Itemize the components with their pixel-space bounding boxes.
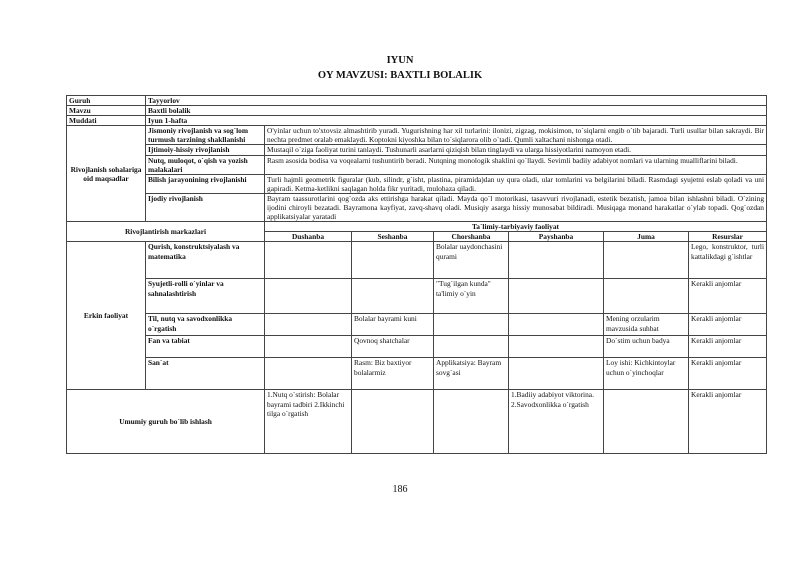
activity-cell: 1.Badiiy adabiyot viktorina. 2.Savodxonlikka o`rgatish: [509, 390, 604, 454]
group-work-row: [67, 390, 767, 454]
group-work-label: Umumiy guruh bo`lib ishlash: [67, 390, 265, 454]
info-row: [67, 116, 767, 126]
info-value: Iyun 1-hafta: [146, 116, 767, 126]
activity-cell: [265, 242, 352, 279]
area-name: Nutq, muloqot, o`qish va yozish malakalari: [146, 155, 265, 174]
page-number: 186: [392, 484, 408, 495]
activity-cell: [604, 390, 689, 454]
activity-cell: [434, 336, 509, 358]
development-row: [67, 145, 767, 155]
activity-cell: [434, 314, 509, 336]
activity-cell: [509, 279, 604, 314]
resource-cell: Kerakli anjomlar: [689, 336, 767, 358]
centers-label: Rivojlantirish markazlari: [67, 222, 265, 242]
activity-cell: Bolalar bayrami kuni: [352, 314, 434, 336]
center-row: [67, 358, 767, 390]
resource-cell: Kerakli anjomlar: [689, 358, 767, 390]
development-row: [67, 193, 767, 221]
resources-header: Resurslar: [689, 232, 767, 242]
activity-cell: [352, 242, 434, 279]
activity-cell: [604, 279, 689, 314]
center-name: Til, nutq va savodxonlikka o`rgatish: [146, 314, 265, 336]
activity-cell: "Tug`ilgan kunda" ta'limiy o`yin: [434, 279, 509, 314]
theme-title: OY MAVZUSI: BAXTLI BOLALIK: [317, 70, 483, 81]
area-text: Rasm asosida bodisa va voqealarni tushuntirib beradi. Nutqning monologik shaklini qo`llaydi. Sevimli badiiy adabiyot nomlari va ularning mualliflarini biladi.: [265, 155, 767, 174]
plan-table: [66, 95, 767, 454]
resource-cell: Lego, konstruktor, turli kattalikdagi g`ishtlar: [689, 242, 767, 279]
activity-cell: [265, 314, 352, 336]
activity-cell: [352, 390, 434, 454]
activity-cell: Mening orzularim mavzusida suhbat: [604, 314, 689, 336]
info-value: Baxtli bolalik: [146, 106, 767, 116]
area-name: Bilish jarayonining rivojlanishi: [146, 174, 265, 193]
activity-cell: [434, 390, 509, 454]
day-header: Seshanba: [352, 232, 434, 242]
info-label: Mavzu: [67, 106, 146, 116]
activity-cell: Do`stim uchun badya: [604, 336, 689, 358]
area-name: Ijodiy rivojlanish: [146, 193, 265, 221]
center-name: Syujetli-rolli o`yinlar va sahnalashtirish: [146, 279, 265, 314]
development-row: [67, 126, 767, 145]
area-text: Turli hajmli geometrik figuralar (kub, silindr, g`isht, plastina, piramida)dan uy qura oladi, ular tomlarini va belgilarini biladi. Rasmdagi syujetni eslab qoladi va uni gapiradi. Ketma-ketlikni saqlagan holda fikr yuritadi, mulohaza qiladi.: [265, 174, 767, 193]
info-label: Guruh: [67, 96, 146, 106]
area-text: Mustaqil o`ziga faoliyat turini tanlaydi. Tushunarli asarlarni qiziqish bilan tinglaydi va ularga hissiyotlarini namoyon etadi.: [265, 145, 767, 155]
info-label: Muddati: [67, 116, 146, 126]
center-row: [67, 314, 767, 336]
activity-cell: Loy ishi: Kichkintoylar uchun o`yinchoqlar: [604, 358, 689, 390]
info-row: [67, 96, 767, 106]
area-text: O'yinlar uchun to'xtovsiz almashtirib yuradi. Yugurishning har xil turlarini: ilonizi, zigzag, mokisimon, to`siqlarni engib o`tib bajaradi. Turli usullar bilan sakraydi. Bir nechta predmet oralab emaklaydi. Koptokni kiyoshka bilan to`siqlarora olib o`tadi. Qumli xaltachani nishonga otadi.: [265, 126, 767, 145]
day-header: Chorshanba: [434, 232, 509, 242]
activity-cell: 1.Nutq o`stirish: Bolalar bayrami tadbiri 2.Ikkinchi tilga o`rgatish: [265, 390, 352, 454]
development-title: Rivojlanish sohalariga oid maqsadlar: [67, 126, 146, 222]
activity-cell: [509, 336, 604, 358]
activity-cell: [604, 242, 689, 279]
center-name: San`at: [146, 358, 265, 390]
activity-cell: [509, 242, 604, 279]
development-row: [67, 155, 767, 174]
area-name: Jismoniy rivojlanish va sog`lom turmush tarzining shakllanishi: [146, 126, 265, 145]
center-name: Fan va tabiat: [146, 336, 265, 358]
center-row: [67, 242, 767, 279]
center-name: Qurish, konstruktsiyalash va matematika: [146, 242, 265, 279]
month-title: IYUN: [386, 55, 414, 66]
development-row: [67, 174, 767, 193]
area-text: Bayram taassurotlarini qog`ozda aks ettirishga harakat qiladi. Mayda qo`l motorikasi, tasavvuri rivojlanadi, estetik bezatish, jamoa bilan ishlashni biladi. O`zining ijodini chiroyli bezatadi. Bayramona kayfiyat, zavq-shavq oladi. Musiqiy asarga hissiy munosabat bildiradi. Musiqaga monand harakatlar o`ylab topadi. Qog`ozdan applikatsiyalar yaratadi: [265, 193, 767, 221]
resource-cell: Kerakli anjomlar: [689, 390, 767, 454]
activity-cell: [265, 279, 352, 314]
activity-cell: Applikatsiya: Bayram sovg`asi: [434, 358, 509, 390]
activity-cell: Rasm: Biz baxtiyor bolalarmiz: [352, 358, 434, 390]
info-value: Tayyorlov: [146, 96, 767, 106]
activity-cell: [509, 314, 604, 336]
activity-label: Ta`limiy-tarbiyaviy faoliyat: [265, 222, 767, 232]
resource-cell: Kerakli anjomlar: [689, 279, 767, 314]
schedule-header-row: [67, 222, 767, 232]
activity-cell: [509, 358, 604, 390]
area-name: Ijtimoiy-hissiy rivojlanish: [146, 145, 265, 155]
activity-cell: Bolalar uaydonchasini qurami: [434, 242, 509, 279]
center-row: [67, 279, 767, 314]
activity-cell: Qovnoq shatchalar: [352, 336, 434, 358]
activity-cell: [265, 336, 352, 358]
day-header: Juma: [604, 232, 689, 242]
day-header: Payshanba: [509, 232, 604, 242]
resource-cell: Kerakli anjomlar: [689, 314, 767, 336]
activity-cell: [265, 358, 352, 390]
day-header: Dushanba: [265, 232, 352, 242]
activity-cell: [352, 279, 434, 314]
center-row: [67, 336, 767, 358]
info-row: [67, 106, 767, 116]
free-activity-label: Erkin faoliyat: [67, 242, 146, 390]
